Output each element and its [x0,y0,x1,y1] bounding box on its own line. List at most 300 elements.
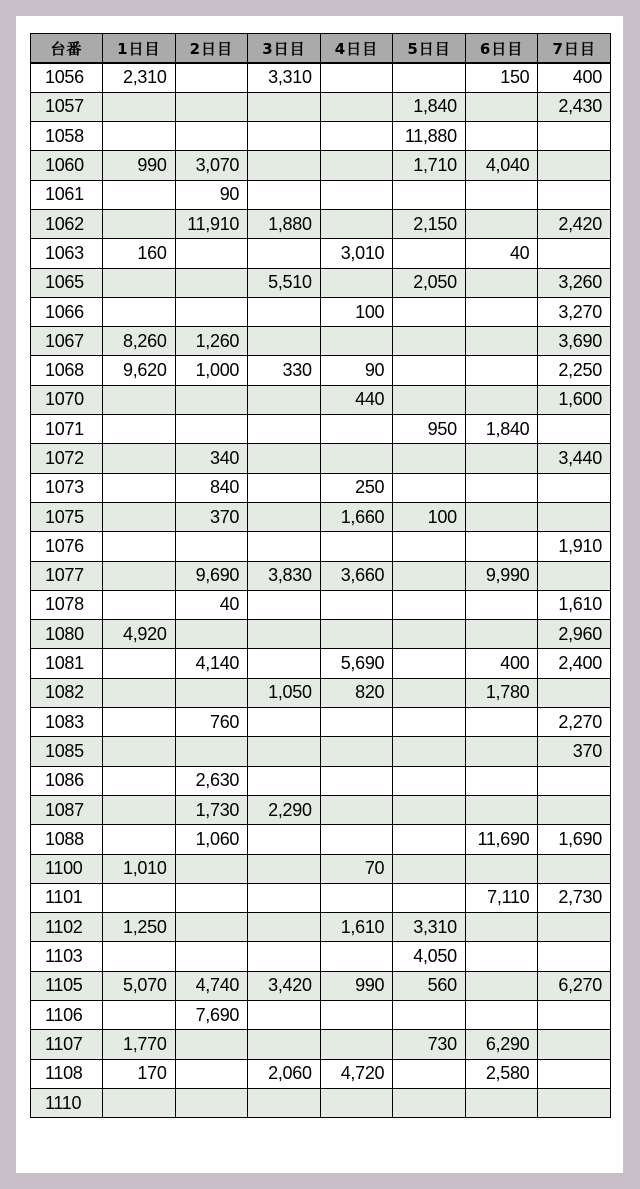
day-2-value-cell: 90 [175,180,248,209]
day-2-value-cell [175,1088,248,1117]
day-2-value-cell: 840 [175,473,248,502]
day-6-value-cell [465,180,538,209]
day-1-value-cell: 5,070 [103,971,176,1000]
day-6-value-cell [465,92,538,121]
day-5-value-cell: 1,840 [393,92,466,121]
day-6-value-cell [465,209,538,238]
machine-number-cell: 1063 [31,239,103,268]
day-5-value-cell [393,327,466,356]
day-6-value-cell: 11,690 [465,825,538,854]
table-row [31,151,611,180]
day-1-value-cell [103,180,176,209]
day-3-value-cell [248,122,321,151]
day-6-value-cell [465,356,538,385]
day-3-value-cell [248,883,321,912]
day-6-value-cell [465,1001,538,1030]
day-4-value-cell [320,1088,393,1117]
day-1-value-cell [103,825,176,854]
day-4-value-cell: 250 [320,473,393,502]
day-5-value-cell [393,561,466,590]
day-4-value-cell: 820 [320,678,393,707]
day-1-value-cell: 1,770 [103,1030,176,1059]
table-row [31,297,611,326]
machine-number-cell: 1085 [31,737,103,766]
machine-number-cell: 1102 [31,913,103,942]
day-1-value-cell [103,590,176,619]
day-4-value-cell [320,825,393,854]
machine-number-cell: 1078 [31,590,103,619]
machine-number-cell: 1060 [31,151,103,180]
day-2-value-cell [175,92,248,121]
day-7-value-cell [538,1059,611,1088]
table-row [31,854,611,883]
day-6-value-cell [465,708,538,737]
day-4-value-cell: 100 [320,297,393,326]
day-5-value-cell [393,620,466,649]
day-3-value-cell [248,473,321,502]
day-5-value-cell: 560 [393,971,466,1000]
day-3-value-cell [248,180,321,209]
day-7-value-cell: 2,960 [538,620,611,649]
day-4-value-cell [320,708,393,737]
table-row [31,180,611,209]
table-row [31,532,611,561]
day-3-value-cell [248,1030,321,1059]
day-3-value-cell [248,766,321,795]
machine-number-cell: 1067 [31,327,103,356]
day-6-value-cell [465,971,538,1000]
machine-number-cell: 1072 [31,444,103,473]
day-2-value-cell [175,913,248,942]
day-1-value-cell [103,883,176,912]
payout-table [30,33,611,1118]
day-1-value-cell [103,444,176,473]
day-7-value-cell: 3,690 [538,327,611,356]
day-7-value-cell [538,913,611,942]
day-7-value-cell [538,151,611,180]
table-row [31,561,611,590]
day-4-value-cell [320,883,393,912]
column-header-day-2: 2日目 [175,34,248,64]
day-1-value-cell [103,209,176,238]
day-6-value-cell [465,122,538,151]
day-7-value-cell [538,795,611,824]
day-4-value-cell: 990 [320,971,393,1000]
table-row [31,825,611,854]
day-2-value-cell [175,678,248,707]
day-4-value-cell [320,766,393,795]
table-panel [16,16,623,1173]
day-3-value-cell: 2,290 [248,795,321,824]
day-1-value-cell [103,92,176,121]
day-2-value-cell: 40 [175,590,248,619]
day-5-value-cell [393,854,466,883]
machine-number-cell: 1065 [31,268,103,297]
day-5-value-cell: 2,050 [393,268,466,297]
day-5-value-cell: 100 [393,502,466,531]
table-row [31,795,611,824]
day-6-value-cell [465,385,538,414]
day-2-value-cell [175,268,248,297]
day-2-value-cell [175,122,248,151]
machine-number-cell: 1086 [31,766,103,795]
machine-number-cell: 1103 [31,942,103,971]
day-4-value-cell [320,620,393,649]
day-5-value-cell [393,678,466,707]
day-1-value-cell [103,678,176,707]
day-6-value-cell: 400 [465,649,538,678]
day-2-value-cell: 760 [175,708,248,737]
day-1-value-cell: 1,250 [103,913,176,942]
table-row [31,209,611,238]
day-1-value-cell [103,297,176,326]
day-2-value-cell [175,1059,248,1088]
day-6-value-cell: 9,990 [465,561,538,590]
day-7-value-cell [538,122,611,151]
day-6-value-cell [465,473,538,502]
day-6-value-cell: 150 [465,63,538,92]
day-5-value-cell [393,737,466,766]
table-row [31,913,611,942]
day-2-value-cell [175,239,248,268]
day-7-value-cell [538,239,611,268]
day-3-value-cell: 330 [248,356,321,385]
day-1-value-cell: 2,310 [103,63,176,92]
day-4-value-cell [320,209,393,238]
day-3-value-cell [248,913,321,942]
day-2-value-cell: 370 [175,502,248,531]
day-4-value-cell: 70 [320,854,393,883]
day-6-value-cell [465,795,538,824]
machine-number-cell: 1105 [31,971,103,1000]
day-4-value-cell: 1,610 [320,913,393,942]
day-6-value-cell [465,327,538,356]
day-6-value-cell: 1,840 [465,415,538,444]
day-3-value-cell [248,737,321,766]
day-1-value-cell: 8,260 [103,327,176,356]
day-5-value-cell [393,1001,466,1030]
table-row [31,590,611,619]
day-3-value-cell [248,854,321,883]
day-2-value-cell [175,854,248,883]
day-7-value-cell [538,678,611,707]
table-row [31,883,611,912]
day-6-value-cell: 40 [465,239,538,268]
day-5-value-cell [393,239,466,268]
table-row [31,1088,611,1117]
day-7-value-cell [538,415,611,444]
day-3-value-cell: 1,050 [248,678,321,707]
day-4-value-cell [320,180,393,209]
day-7-value-cell: 2,730 [538,883,611,912]
day-5-value-cell: 4,050 [393,942,466,971]
day-4-value-cell [320,122,393,151]
day-2-value-cell: 1,000 [175,356,248,385]
header-row [31,34,611,64]
table-row [31,473,611,502]
day-7-value-cell [538,561,611,590]
day-6-value-cell [465,854,538,883]
day-4-value-cell: 90 [320,356,393,385]
day-7-value-cell [538,180,611,209]
table-row [31,649,611,678]
day-6-value-cell: 6,290 [465,1030,538,1059]
day-5-value-cell [393,532,466,561]
day-5-value-cell [393,444,466,473]
day-5-value-cell [393,1059,466,1088]
day-2-value-cell [175,737,248,766]
day-6-value-cell: 2,580 [465,1059,538,1088]
day-1-value-cell [103,737,176,766]
day-6-value-cell [465,590,538,619]
table-row [31,678,611,707]
day-4-value-cell: 1,660 [320,502,393,531]
day-4-value-cell [320,415,393,444]
day-1-value-cell: 160 [103,239,176,268]
day-2-value-cell [175,883,248,912]
machine-number-cell: 1062 [31,209,103,238]
day-5-value-cell [393,649,466,678]
machine-number-cell: 1081 [31,649,103,678]
day-4-value-cell: 5,690 [320,649,393,678]
machine-number-cell: 1071 [31,415,103,444]
day-5-value-cell [393,297,466,326]
machine-number-cell: 1061 [31,180,103,209]
day-2-value-cell [175,297,248,326]
day-7-value-cell [538,1088,611,1117]
day-3-value-cell [248,151,321,180]
day-3-value-cell [248,92,321,121]
day-5-value-cell: 730 [393,1030,466,1059]
table-row [31,766,611,795]
day-5-value-cell [393,1088,466,1117]
day-1-value-cell: 990 [103,151,176,180]
day-7-value-cell: 2,400 [538,649,611,678]
day-2-value-cell: 11,910 [175,209,248,238]
day-1-value-cell [103,649,176,678]
day-3-value-cell [248,239,321,268]
day-3-value-cell: 3,420 [248,971,321,1000]
day-5-value-cell [393,385,466,414]
table-row [31,1059,611,1088]
machine-number-cell: 1058 [31,122,103,151]
day-3-value-cell: 5,510 [248,268,321,297]
machine-number-cell: 1082 [31,678,103,707]
day-5-value-cell: 2,150 [393,209,466,238]
day-1-value-cell [103,795,176,824]
table-row [31,971,611,1000]
column-header-machine-number: 台番 [31,34,103,64]
table-row [31,327,611,356]
day-3-value-cell [248,590,321,619]
day-1-value-cell [103,708,176,737]
day-1-value-cell [103,532,176,561]
day-7-value-cell [538,1001,611,1030]
machine-number-cell: 1075 [31,502,103,531]
day-7-value-cell: 1,610 [538,590,611,619]
day-5-value-cell: 3,310 [393,913,466,942]
machine-number-cell: 1066 [31,297,103,326]
day-7-value-cell: 2,430 [538,92,611,121]
day-6-value-cell: 1,780 [465,678,538,707]
day-3-value-cell [248,532,321,561]
day-2-value-cell [175,415,248,444]
column-header-day-1: 1日目 [103,34,176,64]
day-7-value-cell: 1,910 [538,532,611,561]
day-2-value-cell [175,620,248,649]
machine-number-cell: 1108 [31,1059,103,1088]
table-row [31,502,611,531]
table-row [31,942,611,971]
day-1-value-cell [103,385,176,414]
machine-number-cell: 1068 [31,356,103,385]
day-6-value-cell: 7,110 [465,883,538,912]
table-row [31,708,611,737]
machine-number-cell: 1080 [31,620,103,649]
table-row [31,1030,611,1059]
day-2-value-cell [175,385,248,414]
day-2-value-cell [175,63,248,92]
day-7-value-cell [538,854,611,883]
day-3-value-cell: 1,880 [248,209,321,238]
machine-number-cell: 1087 [31,795,103,824]
day-3-value-cell [248,297,321,326]
day-4-value-cell [320,1030,393,1059]
day-1-value-cell [103,766,176,795]
day-5-value-cell: 1,710 [393,151,466,180]
day-6-value-cell [465,737,538,766]
day-3-value-cell: 2,060 [248,1059,321,1088]
day-7-value-cell [538,502,611,531]
day-3-value-cell [248,1088,321,1117]
day-2-value-cell: 1,260 [175,327,248,356]
day-4-value-cell [320,327,393,356]
column-header-day-4: 4日目 [320,34,393,64]
day-7-value-cell: 2,420 [538,209,611,238]
machine-number-cell: 1057 [31,92,103,121]
machine-number-cell: 1101 [31,883,103,912]
day-3-value-cell: 3,310 [248,63,321,92]
day-1-value-cell [103,942,176,971]
day-4-value-cell [320,942,393,971]
day-7-value-cell: 3,260 [538,268,611,297]
day-2-value-cell: 4,740 [175,971,248,1000]
table-row [31,415,611,444]
machine-number-cell: 1073 [31,473,103,502]
day-7-value-cell [538,1030,611,1059]
day-6-value-cell [465,444,538,473]
day-7-value-cell: 1,600 [538,385,611,414]
day-4-value-cell: 3,660 [320,561,393,590]
day-2-value-cell: 1,730 [175,795,248,824]
day-5-value-cell [393,180,466,209]
day-4-value-cell [320,1001,393,1030]
day-4-value-cell [320,795,393,824]
day-7-value-cell [538,766,611,795]
machine-number-cell: 1100 [31,854,103,883]
column-header-day-6: 6日目 [465,34,538,64]
day-7-value-cell: 2,270 [538,708,611,737]
table-row [31,122,611,151]
day-5-value-cell [393,590,466,619]
day-3-value-cell [248,444,321,473]
day-6-value-cell: 4,040 [465,151,538,180]
day-3-value-cell [248,502,321,531]
day-4-value-cell: 4,720 [320,1059,393,1088]
day-3-value-cell [248,415,321,444]
day-2-value-cell: 3,070 [175,151,248,180]
table-row [31,444,611,473]
day-6-value-cell [465,913,538,942]
day-1-value-cell [103,502,176,531]
day-5-value-cell: 11,880 [393,122,466,151]
table-row [31,63,611,92]
day-1-value-cell [103,1088,176,1117]
day-4-value-cell [320,590,393,619]
day-7-value-cell [538,473,611,502]
day-6-value-cell [465,620,538,649]
day-2-value-cell [175,1030,248,1059]
table-row [31,92,611,121]
day-3-value-cell [248,708,321,737]
day-6-value-cell [465,766,538,795]
day-2-value-cell: 9,690 [175,561,248,590]
day-6-value-cell [465,268,538,297]
machine-number-cell: 1088 [31,825,103,854]
table-row [31,239,611,268]
day-5-value-cell [393,63,466,92]
day-7-value-cell: 370 [538,737,611,766]
machine-number-cell: 1056 [31,63,103,92]
machine-number-cell: 1083 [31,708,103,737]
day-1-value-cell [103,415,176,444]
day-4-value-cell [320,444,393,473]
column-header-day-3: 3日目 [248,34,321,64]
day-5-value-cell: 950 [393,415,466,444]
day-3-value-cell [248,825,321,854]
table-row [31,620,611,649]
day-6-value-cell [465,532,538,561]
day-1-value-cell [103,561,176,590]
day-3-value-cell: 3,830 [248,561,321,590]
table-row [31,356,611,385]
day-2-value-cell: 4,140 [175,649,248,678]
column-header-day-7: 7日目 [538,34,611,64]
table-row [31,385,611,414]
machine-number-cell: 1106 [31,1001,103,1030]
table-header [31,34,611,64]
table-row [31,737,611,766]
day-3-value-cell [248,942,321,971]
table-row [31,268,611,297]
day-5-value-cell [393,795,466,824]
machine-number-cell: 1076 [31,532,103,561]
day-3-value-cell [248,327,321,356]
day-2-value-cell: 7,690 [175,1001,248,1030]
table-body [31,63,611,1118]
day-7-value-cell: 3,440 [538,444,611,473]
day-1-value-cell: 4,920 [103,620,176,649]
machine-number-cell: 1070 [31,385,103,414]
day-3-value-cell [248,385,321,414]
day-1-value-cell [103,1001,176,1030]
day-7-value-cell: 6,270 [538,971,611,1000]
day-1-value-cell: 9,620 [103,356,176,385]
day-5-value-cell [393,825,466,854]
machine-number-cell: 1077 [31,561,103,590]
day-3-value-cell [248,1001,321,1030]
day-4-value-cell [320,532,393,561]
